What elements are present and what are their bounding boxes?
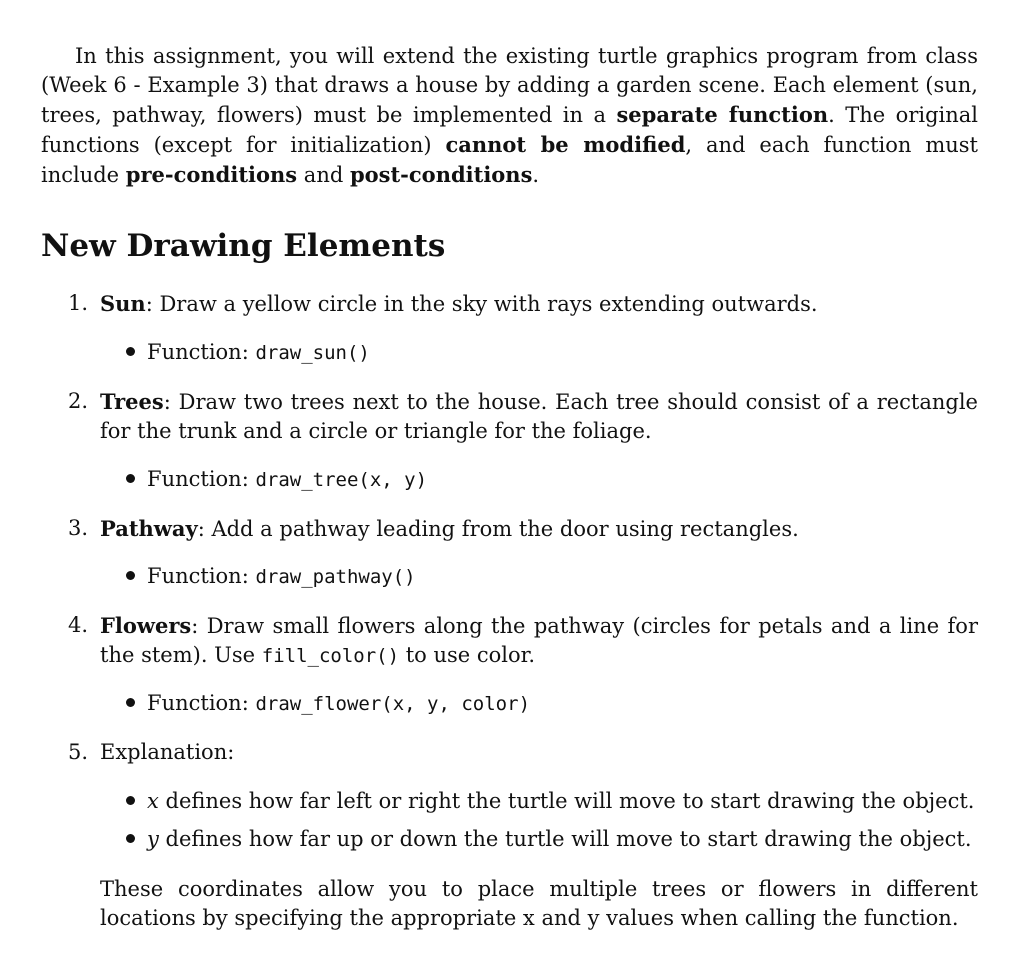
function-code: draw_pathway() (255, 566, 416, 588)
bullet-dot (126, 474, 135, 483)
closing-paragraph: These coordinates allow you to place multiple trees or flowers in different locations by specifying the appropriate x and y values when calling the function. (100, 877, 978, 930)
inline-code: fill_color() (261, 645, 400, 667)
math-variable-x: x (147, 789, 159, 813)
list-item-text (100, 289, 978, 319)
list-number: 3. (68, 516, 89, 540)
function-code: draw_tree(x, y) (255, 469, 428, 491)
item-description: : Draw a yellow circle in the sky with rays extending outwards. (145, 292, 818, 316)
intro-bold-separate-function: separate function (616, 102, 829, 127)
list-item-text (100, 611, 978, 671)
function-prefix: Function: (147, 467, 256, 491)
item-description: : Add a pathway leading from the door using rectangles. (197, 517, 799, 541)
item-label: Pathway (100, 516, 198, 541)
item-label: Flowers (100, 613, 192, 638)
bullet-dot (126, 796, 135, 805)
bullet-dot (126, 347, 135, 356)
function-bullet-sun (126, 338, 370, 368)
bullet-dot (126, 571, 135, 580)
math-variable-y: y (147, 827, 159, 851)
list-item-flowers (68, 611, 978, 671)
intro-text-4: and (297, 163, 350, 187)
list-item-text: Explanation: (100, 740, 235, 764)
list-number: 2. (68, 389, 89, 413)
list-item-sun (68, 289, 978, 319)
function-prefix: Function: (147, 340, 256, 364)
list-item-explanation (68, 738, 978, 767)
function-code: draw_sun() (255, 342, 370, 364)
intro-bold-pre-conditions: pre-conditions (125, 162, 298, 187)
list-item-text (100, 514, 978, 544)
list-number: 4. (68, 613, 89, 637)
list-number: 1. (68, 291, 89, 315)
intro-bold-cannot-be-modified: cannot be modified (445, 132, 686, 157)
bullet-text: defines how far left or right the turtle will move to start drawing the object. (158, 789, 975, 813)
intro-text-1: In this assignment, you will extend the existing turtle graphics program from class (Week 6 - Example 3) that draws a house by adding a garden scene. Each element (sun, trees, pathway, flowers) must be implemented in a (41, 44, 978, 127)
list-item-text (100, 387, 978, 446)
item-description: : Draw small flowers along the pathway (circles for petals and a line for the stem). Use (100, 614, 978, 667)
item-label: Trees (100, 389, 164, 414)
list-item-pathway (68, 514, 978, 544)
list-item-trees (68, 387, 978, 446)
function-bullet-flowers (126, 689, 530, 719)
explanation-bullet-y (126, 825, 972, 854)
explanation-bullet-x (126, 787, 974, 816)
intro-text-5: . (532, 163, 540, 187)
function-bullet-trees (126, 465, 427, 495)
section-title: New Drawing Elements (41, 228, 446, 264)
function-prefix: Function: (147, 691, 256, 715)
bullet-text: defines how far up or down the turtle will move to start drawing the object. (158, 827, 972, 851)
intro-paragraph (41, 42, 978, 190)
item-description-end: to use color. (399, 643, 536, 667)
bullet-dot (126, 698, 135, 707)
bullet-dot (126, 834, 135, 843)
intro-bold-post-conditions: post-conditions (349, 162, 533, 187)
list-number: 5. (68, 740, 89, 764)
intro-text-3: , and each function must include (41, 133, 978, 187)
function-bullet-pathway (126, 562, 416, 592)
function-code: draw_flower(x, y, color) (255, 693, 531, 715)
item-description: : Draw two trees next to the house. Each tree should consist of a rectangle for the trunk and a circle or triangle for the foliage. (100, 390, 978, 443)
intro-text-2: . The original functions (except for initialization) (41, 103, 978, 157)
item-label: Sun (100, 291, 146, 316)
function-prefix: Function: (147, 564, 256, 588)
